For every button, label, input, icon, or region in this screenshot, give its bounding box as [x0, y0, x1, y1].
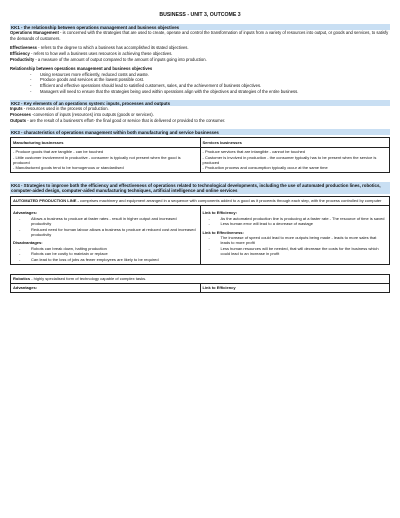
list-item: - Produce goods and services at the lowest possible cost. — [40, 77, 390, 83]
list-item: - Managers will need to ensure that the strategies being used within operations align with the objectives and strategies of the entire business. — [40, 89, 390, 95]
list-item: - As the automated production line is producing at a faster rate - The resource of time is saved — [221, 216, 388, 221]
manufacturing-item: - Manufactured goods tend to be homogenous or standardised — [13, 165, 124, 171]
advantages-list — [13, 216, 198, 238]
robotics-table — [10, 274, 390, 294]
def-productivity: Productivity - a measure of the amount of output compared to the amount of inputs going into production. — [10, 56, 207, 62]
link-effectiveness-list — [203, 235, 388, 257]
def-efficiency: Efficiency - refers to how well a business uses resources in achieving these objectives. — [10, 50, 173, 56]
list-item: - Efficient and effective operations should lead to satisfied customers, sales, and the achievement of business objectives. — [40, 83, 390, 89]
kk1-heading: KK1 - the relationship between operations management and business objectives — [10, 24, 390, 30]
apl-definition: AUTOMATED PRODUCTION LINE - comprises machinery and equipment arranged in a sequence with components added to a good as it proceeds through each step, with the process controlled by computer — [13, 198, 382, 203]
robotics-link-efficiency-label: Link to Efficiency — [202, 285, 236, 291]
comparison-table — [10, 137, 390, 173]
list-item: - Less human resources will be needed, that will decrease the costs for the business which could lead to an increase in profit — [221, 246, 388, 257]
manufacturing-item: - Little customer involvement in productive - consumer is typically not present when the good is produced — [13, 154, 181, 165]
list-item: - Less human error will lead to a decrease of wastage — [221, 221, 388, 226]
def-effectiveness: Effectiveness - refers to the degree to which a business has accomplished its stated objectives. — [10, 45, 189, 51]
services-item: - Produce services that are intangible - cannot be touched — [202, 149, 306, 155]
list-item: - Robots can break down, halting production — [31, 246, 198, 251]
list-item: - Using resources more efficiently, reduced costs and waste. — [40, 72, 390, 78]
disadvantages-list — [13, 246, 198, 262]
def-outputs: Outputs - are the result of a business's effort- the final good or service that is delivered or provided to the consumer. — [10, 117, 226, 123]
def-operations-management: Operations Management - is concerned with the strategies that are used to create, operate and control the transformation of inputs from a variety of resources into output, or goods and services, to satisfy the demands of customers. — [10, 30, 389, 41]
manufacturing-item: - Produce goods that are tangible - can be touched — [13, 149, 104, 155]
kk4-heading: KK4 - Strategies to improve both the efficiency and effectiveness of operations related to technological developments, including the use of automated production lines, robotics, computer-aided design, computer-aided manufacturing techniques, artificial intelligence and online services — [10, 182, 390, 193]
def-inputs: Inputs - resources used in the process of production. — [10, 106, 109, 112]
page-title: BUSINESS - UNIT 3, OUTCOME 3 — [159, 12, 241, 18]
def-processes: Processes -conversion of inputs (resources) into outputs (goods or services). — [10, 111, 154, 117]
relationship-list — [10, 72, 390, 94]
list-item: - Robots can be costly to maintain or replace — [31, 251, 198, 256]
disadvantages-label: Disadvantages: — [13, 240, 43, 246]
services-item: - Production process and consumption typically occur at the same time — [202, 165, 328, 171]
apl-table — [10, 196, 390, 265]
robotics-definition: Robotics - highly specialised form of technology capable of complex tasks. — [13, 276, 147, 282]
list-item: - The increase of speed could lead to more outputs being made - leads to more sales that leads to more profit — [221, 235, 388, 246]
list-item: - Allows a business to produce at faster rates - result in higher output and increased productivity — [31, 216, 198, 227]
kk3-heading: KK3 - characteristics of operations management within both manufacturing and service businesses — [10, 129, 390, 135]
manufacturing-header: Manufacturing businesses — [13, 139, 64, 145]
services-header: Services businesses — [202, 139, 242, 145]
services-item: - Customer is involved in production - the consumer typically has to be present when the service is produced — [202, 154, 377, 165]
link-efficiency-list — [203, 216, 388, 227]
relationship-heading: Relationship between operations management and business objectives — [10, 66, 153, 72]
link-efficiency-label: Link to Efficiency: — [202, 210, 237, 216]
list-item: - Reduced need for human labour allows a business to produce at reduced cost and increased productivity — [31, 227, 198, 238]
link-effectiveness-label: Link to Effectiveness: — [202, 229, 244, 235]
list-item: - Can lead to the loss of jobs as fewer employees are likely to be required — [31, 257, 198, 262]
robotics-advantages-label: Advantages: — [13, 285, 38, 291]
document-page — [10, 12, 390, 293]
kk2-heading: KK2 - Key elements of an operations system: inputs, processes and outputs — [10, 100, 390, 106]
advantages-label: Advantages: — [13, 210, 38, 216]
